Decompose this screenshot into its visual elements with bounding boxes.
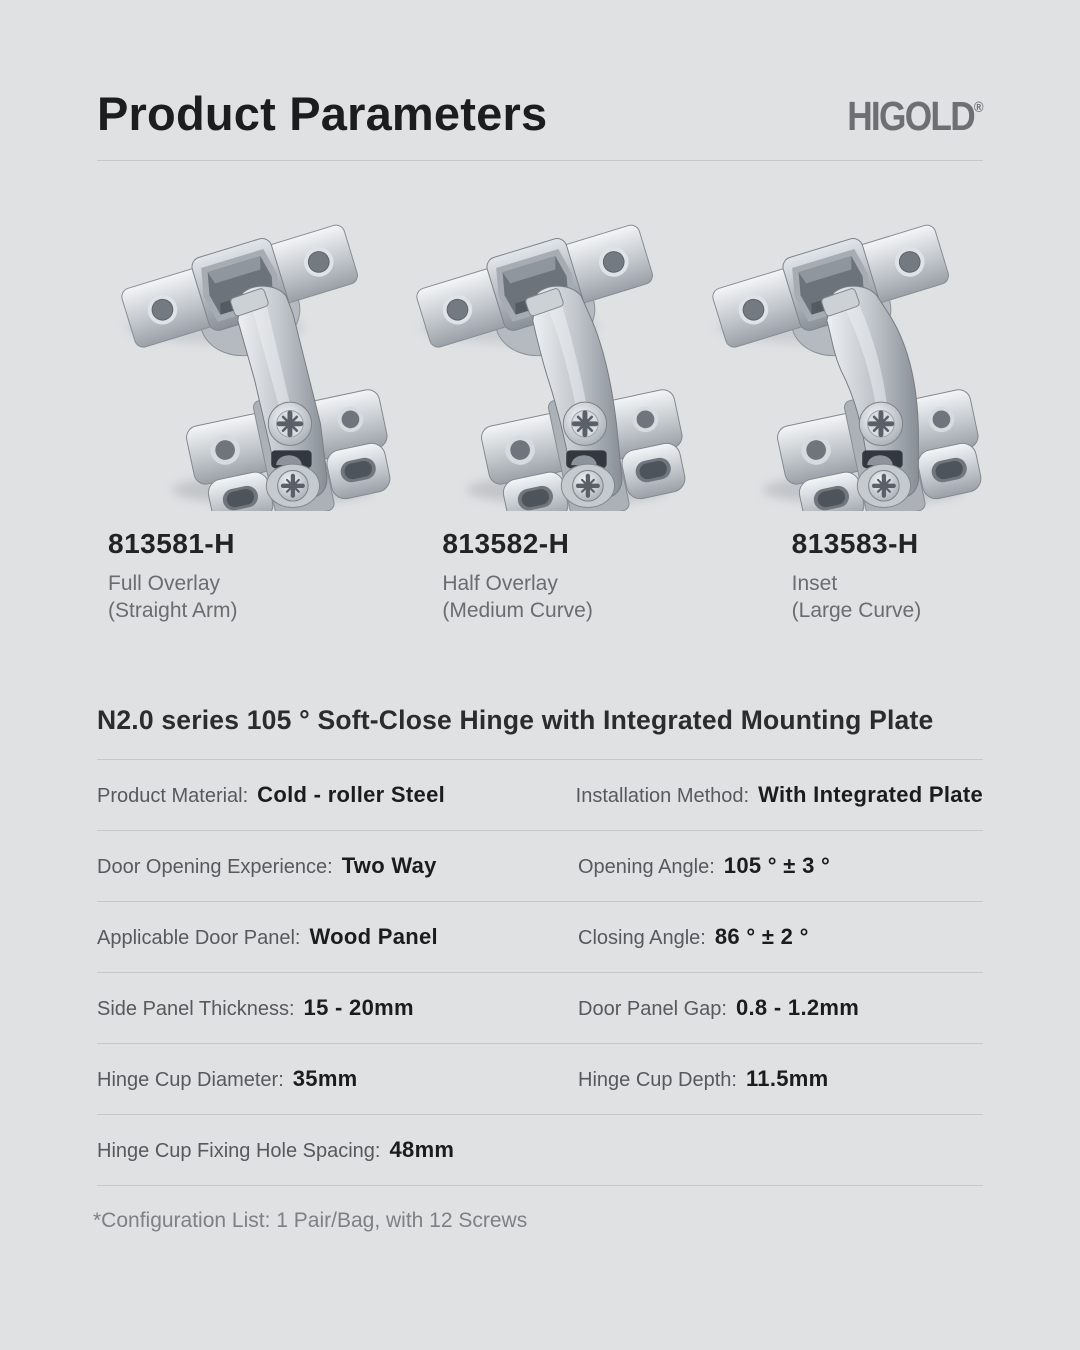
param-value: With Integrated Plate <box>758 781 983 807</box>
param-label: Applicable Door Panel: <box>97 926 301 949</box>
param-value: 11.5mm <box>745 1065 829 1091</box>
param-value: 15 - 20mm <box>303 994 414 1020</box>
param-row-thickness-gap <box>97 972 983 1043</box>
hinge-half-overlay-medium-curve-photo <box>392 181 687 513</box>
overlay-type: Full Overlay <box>108 572 221 595</box>
product-code: 813582-H <box>442 528 570 559</box>
param-label: Door Panel Gap: <box>578 997 727 1020</box>
param-label: Hinge Cup Fixing Hole Spacing: <box>97 1139 381 1162</box>
product-code: 813583-H <box>791 528 919 559</box>
param-hinge-cup-fixing-hole-spacing <box>97 1137 454 1163</box>
param-value: 48mm <box>389 1136 455 1162</box>
param-label: Installation Method: <box>575 784 750 807</box>
product-caption <box>392 528 687 625</box>
brand-name: HIGOLD <box>846 93 974 139</box>
header-divider <box>97 160 983 161</box>
param-value: Cold - roller Steel <box>257 781 446 807</box>
param-row-material-installation <box>97 759 983 830</box>
param-installation-method <box>576 782 983 808</box>
product-subtitle <box>792 570 983 625</box>
param-value: 35mm <box>292 1065 358 1091</box>
param-door-panel-gap <box>578 995 983 1021</box>
product-card-813581 <box>97 181 392 625</box>
product-gallery <box>97 181 983 625</box>
param-door-opening-experience <box>97 853 578 879</box>
param-row-hole-spacing <box>97 1114 983 1185</box>
param-value: 86 ° ± 2 ° <box>714 923 809 949</box>
param-label: Closing Angle: <box>578 926 706 949</box>
param-label: Hinge Cup Diameter: <box>97 1068 284 1091</box>
registered-trademark-icon: ® <box>973 99 983 116</box>
param-hinge-cup-diameter <box>97 1066 578 1092</box>
param-closing-angle <box>578 924 983 950</box>
product-subtitle <box>108 570 392 625</box>
configuration-footnote: *Configuration List: 1 Pair/Bag, with 12 Screws <box>93 1208 528 1232</box>
param-side-panel-thickness <box>97 995 578 1021</box>
param-value: 105 ° ± 3 ° <box>723 852 831 878</box>
param-label: Opening Angle: <box>578 855 715 878</box>
product-caption <box>97 528 392 625</box>
parameter-table <box>97 759 983 1186</box>
arm-variant: (Large Curve) <box>791 599 922 623</box>
arm-variant: (Medium Curve) <box>442 599 593 623</box>
product-subtitle <box>442 570 687 625</box>
product-code: 813581-H <box>108 528 235 559</box>
param-label: Door Opening Experience: <box>97 855 333 878</box>
overlay-type: Inset <box>791 572 838 595</box>
arm-variant: (Straight Arm) <box>108 599 238 623</box>
hinge-full-overlay-straight-arm-photo <box>97 181 392 513</box>
param-row-cup-diameter-depth <box>97 1043 983 1114</box>
param-product-material <box>97 782 576 808</box>
series-heading: N2.0 series 105 ° Soft-Close Hinge with Integrated Mounting Plate <box>97 704 934 735</box>
param-value: Two Way <box>341 852 437 878</box>
param-label: Hinge Cup Depth: <box>578 1068 737 1091</box>
product-card-813583 <box>688 181 983 625</box>
param-label: Side Panel Thickness: <box>97 997 295 1020</box>
header <box>97 0 983 140</box>
param-row-opening <box>97 830 983 901</box>
param-label: Product Material: <box>97 784 249 807</box>
product-caption <box>688 528 983 625</box>
page-title: Product Parameters <box>97 87 548 140</box>
param-row-panel-closing <box>97 901 983 972</box>
param-opening-angle <box>578 853 983 879</box>
product-card-813582 <box>392 181 687 625</box>
param-value: Wood Panel <box>309 923 438 949</box>
param-value: 0.8 - 1.2mm <box>735 994 860 1020</box>
hinge-inset-large-curve-photo <box>688 181 983 513</box>
param-hinge-cup-depth <box>578 1066 983 1092</box>
brand-logo <box>846 93 983 139</box>
param-applicable-door-panel <box>97 924 578 950</box>
overlay-type: Half Overlay <box>442 572 558 595</box>
